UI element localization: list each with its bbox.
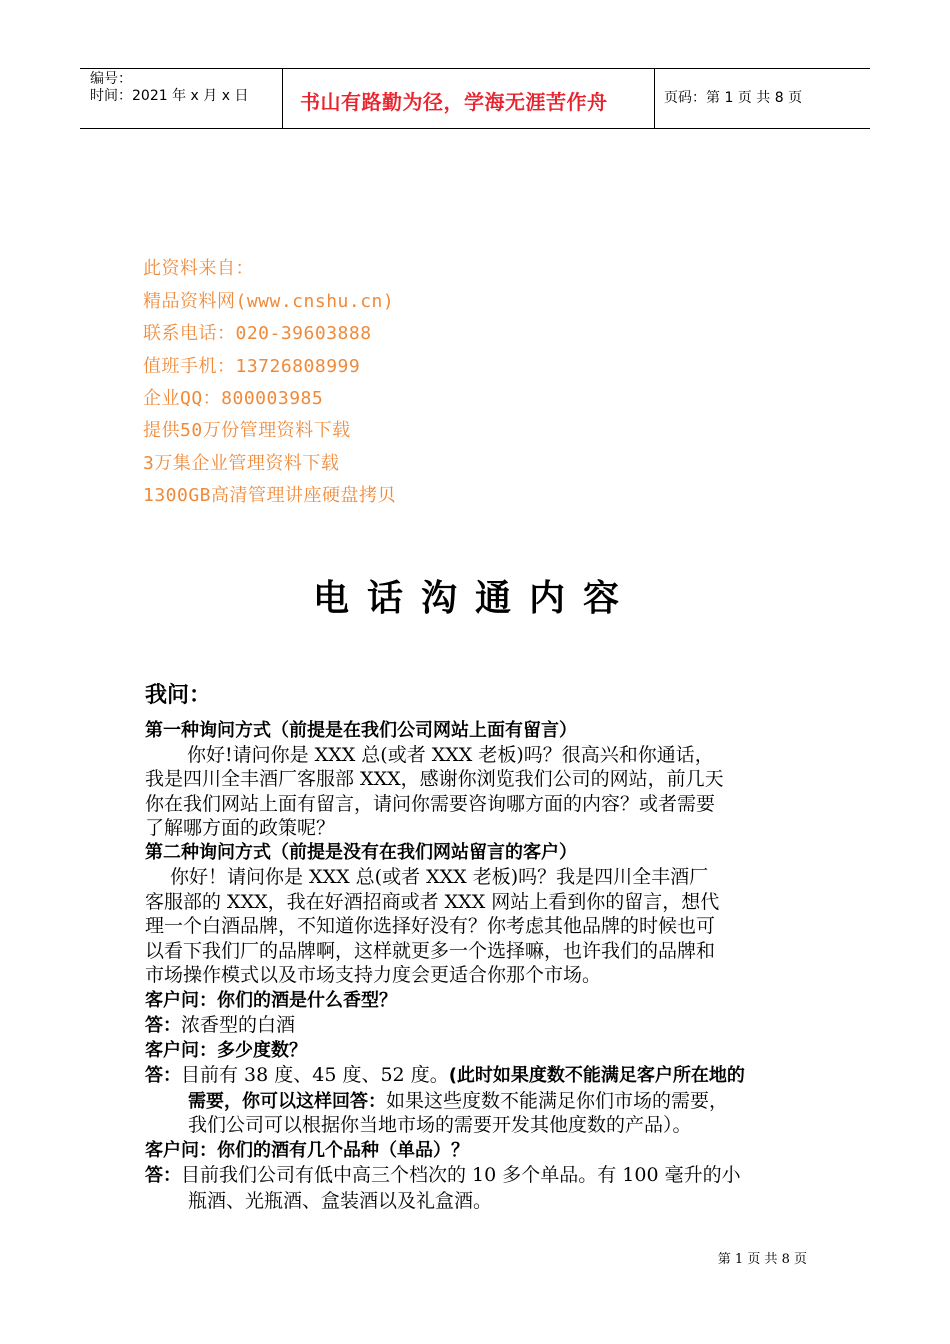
way2-line: 市场操作模式以及市场支持力度会更适合你那个市场。 <box>145 964 602 986</box>
source-line: 3万集企业管理资料下载 <box>143 453 340 474</box>
header-page-info: 页码：第 1 页 共 8 页 <box>664 90 803 106</box>
way2-line: 理一个白酒品牌，不知道你选择好没有？你考虑其他品牌的时候也可 <box>145 915 716 937</box>
answer-text: 浓香型的白酒 <box>181 1014 296 1036</box>
way1-line: 了解哪方面的政策呢？ <box>145 817 336 839</box>
way2-heading: 第二种询问方式（前提是没有在我们网站留言的客户） <box>145 842 577 863</box>
source-line: 企业QQ：800003985 <box>143 388 324 409</box>
question-3: 客户问：你们的酒有几个品种（单品）？ <box>145 1140 469 1161</box>
header-bottom-rule <box>80 128 870 129</box>
answer-note: (此时如果度数不能满足客户所在地的 <box>448 1065 745 1086</box>
way2-line: 以看下我们厂的品牌啊，这样就更多一个选择嘛，也许我们的品牌和 <box>145 940 716 962</box>
header-top-rule <box>80 68 870 69</box>
answer-2-line-2 <box>188 1088 728 1115</box>
source-line: 此资料来自： <box>143 258 254 279</box>
way1-line: 我是四川全丰酒厂客服部 XXX，感谢你浏览我们公司的网站，前几天 <box>145 768 724 790</box>
answer-3-line-2: 瓶酒、光瓶酒、盒装酒以及礼盒酒。 <box>188 1190 493 1212</box>
source-line: 联系电话：020-39603888 <box>143 323 372 344</box>
way1-line: 你好!请问你是 XXX 总(或者 XXX 老板)吗？很高兴和你通话， <box>187 744 714 766</box>
answer-text: 目前我们公司有低中高三个档次的 10 多个单品。有 100 毫升的小 <box>181 1164 741 1186</box>
answer-2-line-3: 我们公司可以根据你当地市场的需要开发其他度数的产品）。 <box>188 1114 692 1136</box>
source-line: 提供50万份管理资料下载 <box>143 420 351 441</box>
source-line: 值班手机：13726808999 <box>143 356 361 377</box>
page-title: 电话沟通内容 <box>312 578 637 619</box>
answer-label: 答： <box>145 1165 181 1186</box>
header-number-label: 编号： <box>90 71 132 87</box>
answer-text: 目前有 38 度、45 度、52 度。 <box>181 1064 449 1086</box>
answer-3-line-1 <box>145 1162 741 1189</box>
header-motto: 书山有路勤为径，学海无涯苦作舟 <box>300 90 608 114</box>
footer-page-number: 第 1 页 共 8 页 <box>717 1252 807 1267</box>
answer-1 <box>145 1012 295 1039</box>
header-divider-left <box>282 68 283 128</box>
header-divider-right <box>654 68 655 128</box>
section-heading: 我问： <box>145 683 212 708</box>
answer-text: 如果这些度数不能满足你们市场的需要， <box>386 1090 729 1112</box>
source-line: 精品资料网(www.cnshu.cn) <box>143 291 395 312</box>
answer-2-line-1 <box>145 1062 745 1089</box>
answer-note: 需要，你可以这样回答： <box>188 1091 386 1112</box>
question-2: 客户问：多少度数？ <box>145 1040 307 1061</box>
answer-label: 答： <box>145 1015 181 1036</box>
question-1: 客户问：你们的酒是什么香型？ <box>145 990 397 1011</box>
way1-heading: 第一种询问方式（前提是在我们公司网站上面有留言） <box>145 720 577 741</box>
way2-line: 客服部的 XXX，我在好酒招商或者 XXX 网站上看到你的留言，想代 <box>145 891 720 913</box>
source-line: 1300GB高清管理讲座硬盘拷贝 <box>143 485 397 506</box>
header-time-label: 时间：2021 年 x 月 x 日 <box>90 88 249 104</box>
way1-line: 你在我们网站上面有留言，请问你需要咨询哪方面的内容？或者需要 <box>145 793 716 815</box>
answer-label: 答： <box>145 1065 181 1086</box>
way2-line: 你好！请问你是 XXX 总(或者 XXX 老板)吗？我是四川全丰酒厂 <box>170 866 709 888</box>
